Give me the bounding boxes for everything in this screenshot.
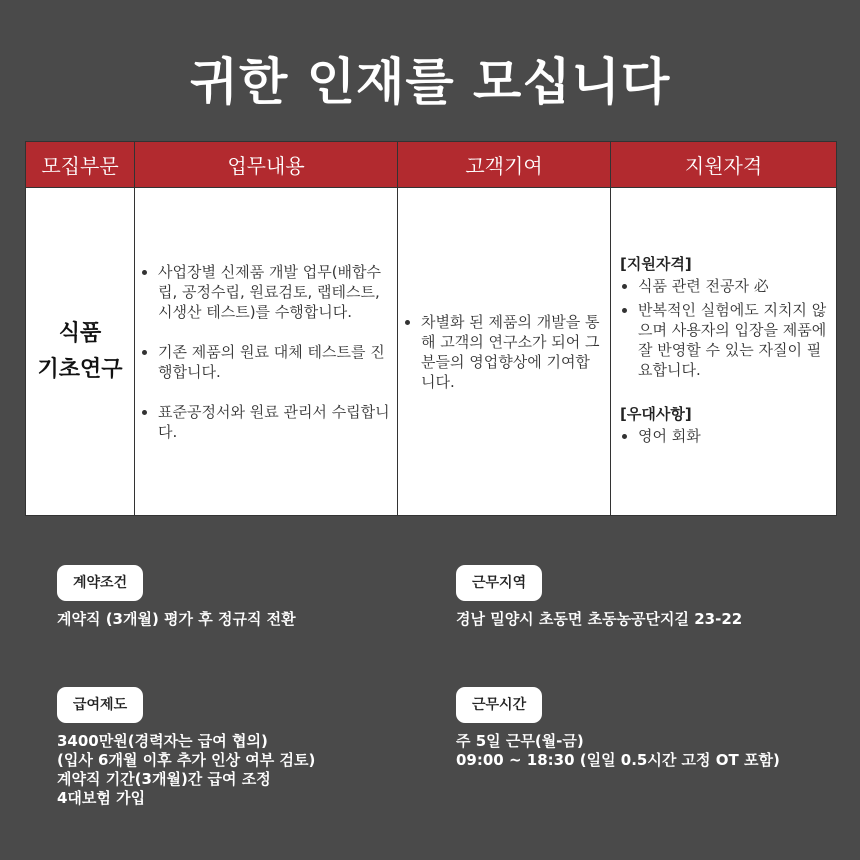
tasks-cell (135, 188, 398, 516)
salary-badge: 급여제도 (57, 687, 143, 723)
salary-section (57, 687, 315, 808)
location-text: 경남 밀양시 초동면 초동농공단지길 23-22 (456, 610, 743, 628)
task-item: • 표준공정서와 원료 관리서 수립합니다. (158, 402, 390, 442)
department-name: 식품 기초연구 (37, 320, 123, 382)
page-title: 귀한 인재를 모십니다 (189, 53, 671, 111)
hours-badge: 근무시간 (456, 687, 542, 723)
tasks-list (136, 262, 396, 442)
preferred-item: • 영어 회화 (638, 426, 829, 446)
required-list (620, 276, 829, 380)
salary-text: 3400만원(경력자는 급여 협의) (입사 6개월 이후 추가 인상 여부 검토) 계약직 기간(3개월)간 급여 조정 4대보험 가입 (57, 732, 316, 807)
preferred-list (620, 426, 829, 446)
hours-text: 주 5일 근무(월-금) 09:00 ~ 18:30 (일일 0.5시간 고정 OT 포함) (456, 732, 780, 769)
header-department: 모집부문 (26, 142, 135, 188)
required-item: • 반복적인 실험에도 지치지 않으며 사용자의 입장을 제품에 잘 반영할 수 있는 자질이 필요합니다. (638, 300, 829, 380)
contribution-item: • 차별화 된 제품의 개발을 통해 고객의 연구소가 되어 그 분들의 영업향상에 기여합니다. (421, 312, 603, 392)
contract-section (57, 565, 296, 629)
qualifications-cell (611, 188, 837, 516)
department-cell (26, 188, 135, 516)
contract-badge: 계약조건 (57, 565, 143, 601)
contribution-cell (398, 188, 611, 516)
location-badge: 근무지역 (456, 565, 542, 601)
task-item: • 기존 제품의 원료 대체 테스트를 진행합니다. (158, 342, 390, 382)
required-item: • 식품 관련 전공자 必 (638, 276, 829, 296)
header-qualifications: 지원자격 (611, 142, 837, 188)
preferred-heading: [우대사항] (620, 404, 692, 423)
table-row (26, 188, 837, 516)
header-tasks: 업무내용 (135, 142, 398, 188)
task-item: • 사업장별 신제품 개발 업무(배합수립, 공정수립, 원료검토, 랩테스트, 시생산 테스트)를 수행합니다. (158, 262, 390, 322)
contribution-list (399, 312, 609, 392)
recruitment-table (25, 141, 837, 516)
location-section (456, 565, 742, 629)
header-contribution: 고객기여 (398, 142, 611, 188)
contract-text: 계약직 (3개월) 평가 후 정규직 전환 (57, 610, 296, 628)
required-heading: [지원자격] (620, 254, 692, 273)
hours-section (456, 687, 780, 770)
table-header-row (26, 142, 837, 188)
